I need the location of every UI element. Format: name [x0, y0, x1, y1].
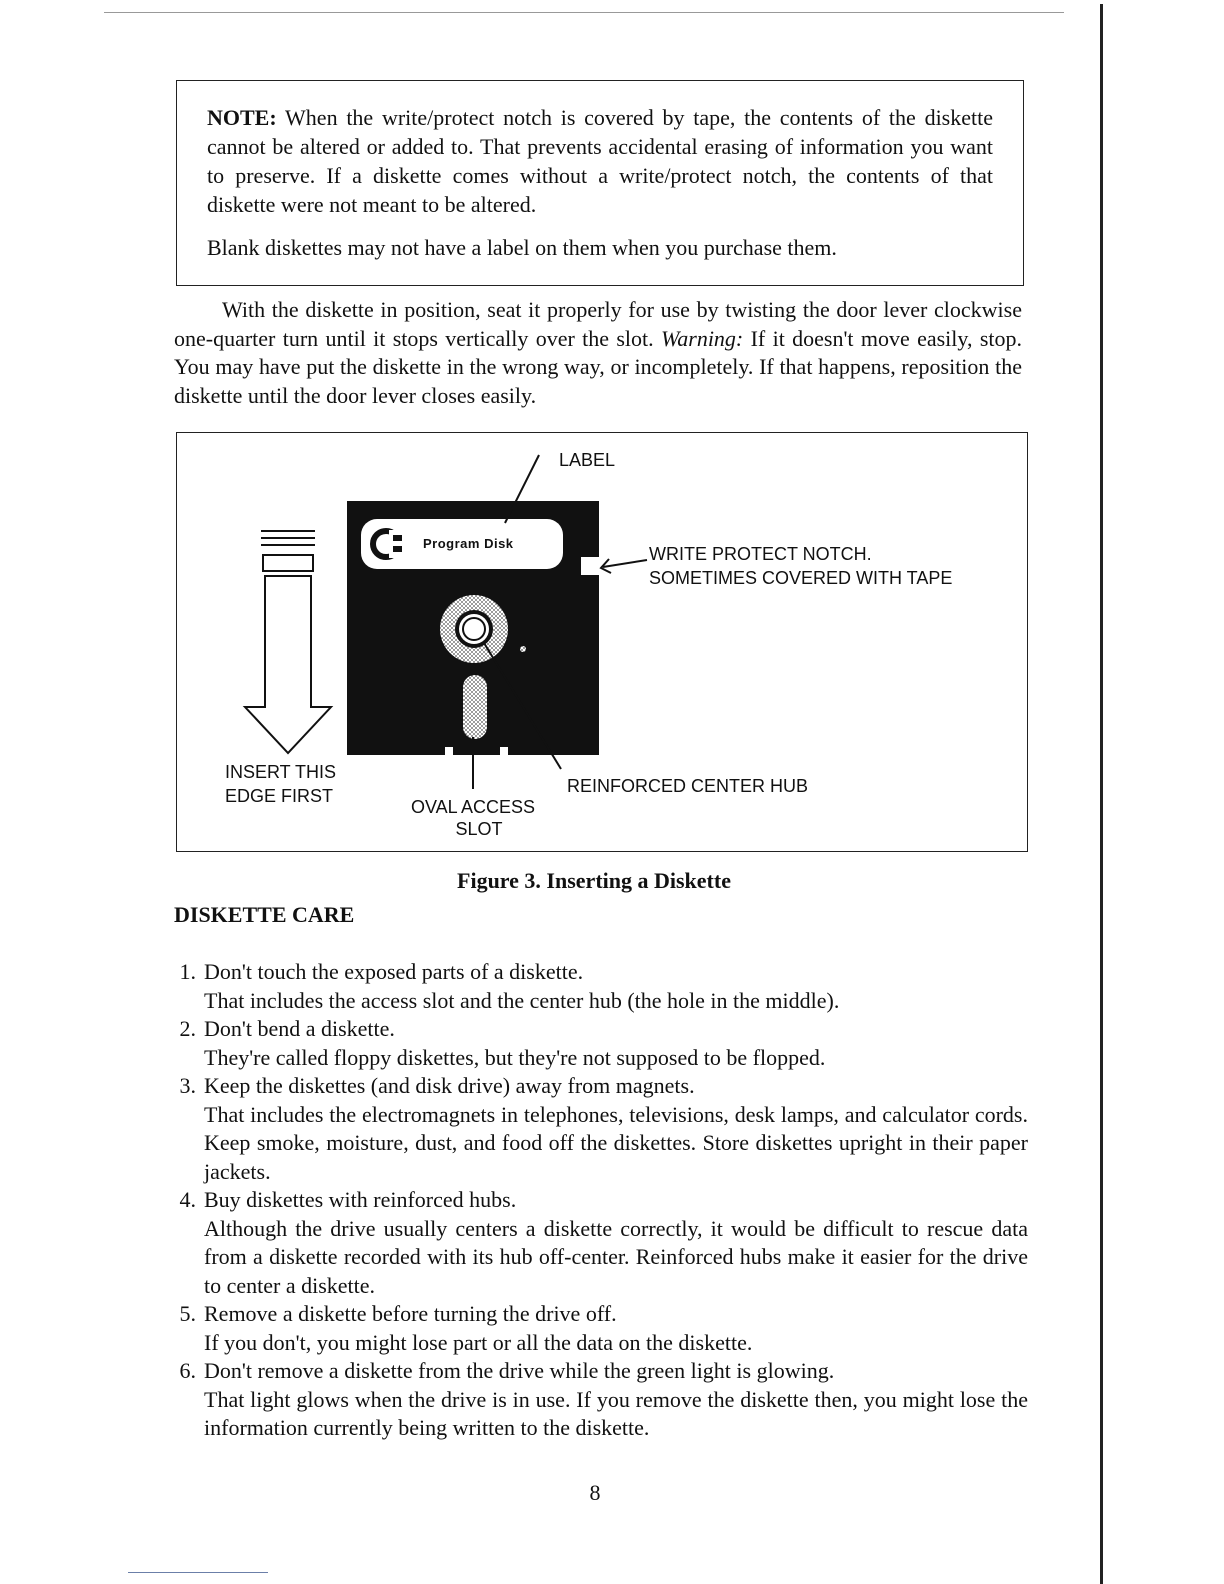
insert-edge-line2: EDGE FIRST: [225, 786, 334, 806]
item-detail: They're called floppy diskettes, but they're not supposed to be flopped.: [204, 1044, 826, 1070]
item-number: 6.: [179, 1358, 196, 1383]
item-title: Remove a diskette before turning the drive off.: [204, 1301, 617, 1326]
label-callout: LABEL: [559, 450, 616, 470]
oval-access-line1: OVAL ACCESS: [411, 797, 536, 817]
insert-edge-line1: INSERT THIS: [225, 762, 337, 782]
list-item: [168, 1015, 1028, 1072]
note-blank-text: Blank diskettes may not have a label on them when you purchase them.: [207, 235, 837, 260]
write-protect-line2: SOMETIMES COVERED WITH TAPE: [649, 568, 953, 588]
figure-caption: Figure 3. Inserting a Diskette: [457, 868, 731, 893]
figure-diskette-diagram: [176, 432, 1028, 852]
item-number: 1.: [179, 959, 196, 984]
list-item: [168, 1300, 1028, 1357]
item-number: 3.: [179, 1073, 196, 1098]
disk-label-text: Program Disk: [423, 536, 514, 551]
body-paragraph: [174, 296, 1022, 410]
item-title: Keep the diskettes (and disk drive) away from magnets.: [204, 1073, 695, 1098]
item-title: Don't bend a diskette.: [204, 1016, 395, 1041]
item-detail: That includes the electromagnets in telephones, televisions, desk lamps, and calculator cords. Keep smoke, moisture, dust, and food off the diskettes. Store diskettes upright in their paper jackets.: [204, 1101, 1028, 1184]
right-edge-rule: [1100, 4, 1103, 1584]
list-item: [168, 1186, 1028, 1300]
item-detail: If you don't, you might lose part or all the data on the diskette.: [204, 1329, 753, 1355]
item-title: Buy diskettes with reinforced hubs.: [204, 1187, 517, 1212]
list-item: [168, 1357, 1028, 1443]
write-protect-line1: WRITE PROTECT NOTCH.: [649, 544, 872, 564]
top-rule: [104, 12, 1064, 13]
bottom-rule: [128, 1572, 268, 1573]
note-paragraph: [207, 103, 993, 219]
item-number: 2.: [179, 1016, 196, 1041]
note-label: NOTE:: [207, 105, 277, 130]
insert-arrow-icon: [245, 531, 331, 753]
list-item: [168, 958, 1028, 1015]
item-number: 4.: [179, 1187, 196, 1212]
item-number: 5.: [179, 1301, 196, 1326]
note-text: When the write/protect notch is covered by tape, the contents of the diskette cannot be altered or added to. That prevents accidental erasing of information you want to preserve. If a diskette comes without a write/protect notch, the contents of that diskette were not meant to be altered.: [207, 105, 993, 217]
note-box: [176, 80, 1024, 286]
list-item: [168, 1072, 1028, 1186]
oval-access-line2: SLOT: [455, 819, 503, 839]
item-detail: That light glows when the drive is in use. If you remove the diskette then, you might lose the information currently being written to the diskette.: [204, 1386, 1028, 1440]
item-title: Don't touch the exposed parts of a diskette.: [204, 959, 584, 984]
center-hub-label: REINFORCED CENTER HUB: [567, 776, 809, 796]
warning-label: Warning:: [660, 325, 744, 351]
item-title: Don't remove a diskette from the drive while the green light is glowing.: [204, 1358, 835, 1383]
item-detail: Although the drive usually centers a diskette correctly, it would be difficult to rescue data from a diskette recorded with its hub off-center. Reinforced hubs make it easier for the drive to center a diskette.: [204, 1215, 1028, 1298]
section-title: DISKETTE CARE: [174, 902, 355, 927]
page-number: 8: [589, 1480, 601, 1505]
paragraph-before-warning: With the diskette in position, seat it properly for use by twisting the door lever clockwise one-quarter turn until it stops vertically over the slot.: [174, 297, 1022, 351]
care-list: [168, 958, 1028, 1443]
item-detail: That includes the access slot and the center hub (the hole in the middle).: [204, 987, 840, 1013]
paragraph-after-warning: If it doesn't move easily, stop. You may have put the diskette in the wrong way, or incompletely. If that happens, reposition the diskette until the door lever closes easily.: [174, 325, 1022, 408]
